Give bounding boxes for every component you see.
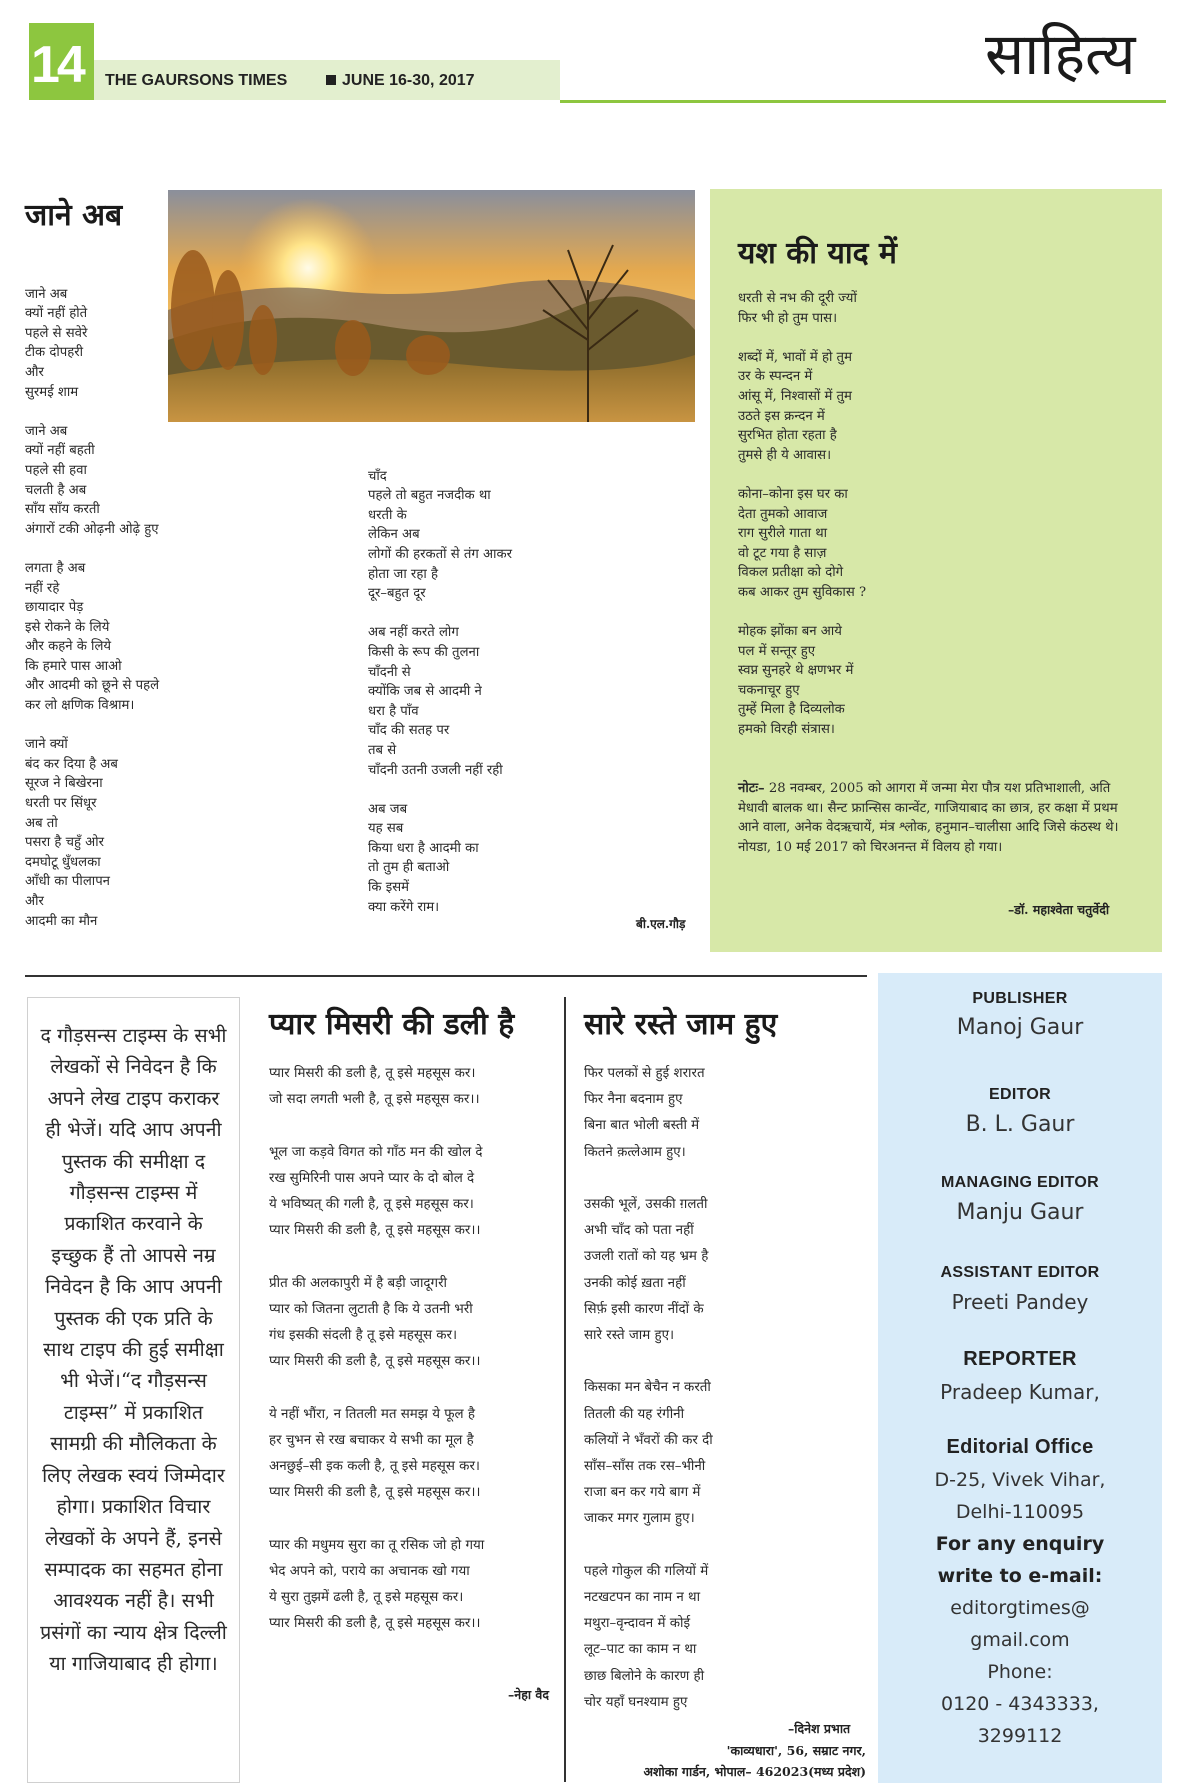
poem3-author: –नेहा वैद [508, 1687, 550, 1702]
poem1-col2-text: चाँद पहले तो बहुत नजदीक था धरती के लेकिन अब लोगों की हरकतों से तंग आकर होता जा रहा है दूर–बहुत दूर अब नहीं करते लोग किसी के रूप की तुलना चाँदनी से क्योंकि जब से आदमी ने धरा है पाँव चाँद की सतह पर तब से चाँदनी उतनी उजली नहीं रही अब जब यह सब किया धरा है आदमी का तो तुम ही बताओ कि इसमें क्या करेंगे राम। [368, 468, 513, 915]
office-line-2: Delhi-110095 [955, 1501, 1085, 1523]
poem3-text: प्यार मिसरी की डली है, तू इसे महसूस कर। जो सदा लगती भली है, तू इसे महसूस कर।। भूल जा कड़वे विगत को गाँठ मन की खोल दे रख सुमिरिनी पास अपने प्यार के दो बोल दे ये भविष्यत् की गली है, तू इसे महसूस कर। प्यार मिसरी की डली है, तू इसे महसूस कर।। प्रीत की अलकापुरी में है बड़ी जादूगरी प्यार को जितना लुटाती है कि ये उतनी भरी गंध इसकी संदली है तू इसे महसूस कर। प्यार मिसरी की डली है, तू इसे महसूस कर।। ये नहीं भौंरा, न तितली मत समझ ये फूल है हर चुभन से रख बचाकर ये सभी का मूल है अनछुई–सी इक कली है, तू इसे महसूस कर। प्यार मिसरी की डली है, तू इसे महसूस कर।। प्यार की मधुमय सुरा का तू रसिक जो हो गया भेद अपने को, पराये का अचानक खो गया ये सुरा तुझमें ढली है, तू इसे महसूस कर। प्यार मिसरी की डली है, तू इसे महसूस कर।। [269, 1066, 485, 1632]
poem1-column-1 [25, 265, 325, 931]
masthead-title: THE GAURSONS TIMES [105, 72, 288, 89]
assistant-editor-label: ASSISTANT EDITOR [940, 1264, 1100, 1281]
page-number: 14 [31, 36, 83, 94]
assistant-editor-name: Preeti Pandey [951, 1290, 1089, 1314]
enquiry-line-2: write to e-mail: [937, 1565, 1103, 1587]
managing-editor-name: Manju Gaur [956, 1200, 1084, 1225]
reporter-name: Pradeep Kumar, [940, 1380, 1100, 1404]
header-rule [560, 100, 1166, 103]
masthead-bar [94, 60, 560, 100]
poem4-text: फिर पलकों से हुई शरारत फिर नैना बदनाम हुए बिना बात भोली बस्ती में कितने क़त्लेआम हुए। उसकी भूलें, उसकी ग़लती अभी चाँद को पता नहीं उजली रातों को यह भ्रम है उनकी कोई ख़ता नहीं सिर्फ़ इसी कारण नींदों के सारे रस्ते जाम हुए। किसका मन बेचैन न करती तितली की यह रंगीनी कलियों ने भँवरों की कर दी साँस–साँस तक रस–भीनी राजा बन कर गये बाग में जाकर मगर गुलाम हुए। पहले गोकुल की गलियों में नटखटपन का नाम न था मथुरा–वृन्दावन में कोई लूट–पाट का काम न था छाछ बिलोने के कारण ही चोर यहाँ घनश्याम हुए [584, 1066, 713, 1710]
reporter-label: REPORTER [963, 1348, 1077, 1370]
publisher-label: PUBLISHER [972, 990, 1068, 1007]
email-line-1[interactable]: editorgtimes@ [950, 1597, 1090, 1619]
enquiry-line-1: For any enquiry [935, 1533, 1105, 1555]
note-label: नोटः– [738, 781, 765, 796]
poem4-address-line1: 'काव्यधारा', 56, सम्राट नगर, [726, 1743, 866, 1758]
office-line-1: D-25, Vivek Vihar, [934, 1469, 1106, 1491]
poem1-column-2 [368, 447, 668, 917]
poem1-col1-text: जाने अब क्यों नहीं होते पहले से सवेरे टीक दोपहरी और सुरमई शाम जाने अब क्यों नहीं बहती पहले सी हवा चलती है अब साँय साँय करती अंगारों टकी ओढ़नी ओढ़े हुए लगता है अब नहीं रहे छायादार पेड़ इसे रोकने के लिये और कहने के लिये कि हमारे पास आओ और आदमी को छूने से पहले कर लो क्षणिक विश्राम। जाने क्यों बंद कर दिया है अब सूरज ने बिखेरना धरती पर सिंधूर अब तो पसरा है चहुँ ओर दमघोटू धुँधलका आँधी का पीलापन और आदमी का मौन [25, 286, 160, 929]
poem-title-yash-ki-yaad-mein: यश की याद में [738, 236, 897, 271]
section-divider [25, 975, 867, 977]
poem4-author: –दिनेश प्रभात [788, 1721, 851, 1736]
section-title: साहित्य [985, 20, 1136, 88]
poem2-note [738, 779, 1138, 857]
author-notice-box [27, 997, 240, 1783]
editorial-office-address [878, 1464, 1162, 1752]
poem1-author: बी.एल.गौड़ [636, 917, 686, 931]
column-rule [564, 997, 566, 1782]
masthead-date: JUNE 16-30, 2017 [342, 72, 475, 89]
poem-title-saare-raste: सारे रस्ते जाम हुए [584, 1007, 778, 1042]
managing-editor-label: MANAGING EDITOR [941, 1174, 1099, 1191]
author-notice-text: द गौड़सन्स टाइम्स के सभी लेखकों से निवेदन है कि अपने लेख टाइप कराकर ही भेजें। यदि आप अपनी पुस्तक की समीक्षा द गौड़सन्स टाइम्स में प्रकाशित करवाने के इच्छुक हैं तो आपसे नम्र निवेदन है कि आप अपनी पुस्तक की एक प्रति के साथ टाइप की हुई समीक्षा भी भेजें।“द गौड़सन्स टाइम्स” में प्रकाशित सामग्री की मौलिकता के लिए लेखक स्वयं जिम्मेदार होगा। प्रकाशित विचार लेखकों के अपने हैं, इनसे सम्पादक का सहमत होना आवश्यक नहीं है। सभी प्रसंगों का न्याय क्षेत्र दिल्ली या गाजियाबाद ही होगा। [40, 1024, 227, 1676]
masthead-separator [326, 75, 336, 85]
page-number-box [29, 23, 94, 100]
phone-number-2: 3299112 [977, 1725, 1063, 1747]
phone-label: Phone: [987, 1661, 1053, 1683]
poem-title-jaane-ab: जाने अब [25, 198, 123, 233]
poem2-text: धरती से नभ की दूरी ज्यों फिर भी हो तुम पास। शब्दों में, भावों में हो तुम उर के स्पन्दन में आंसू में, निश्वासों में तुम उठते इस क्रन्दन में सुरभित होता रहता है तुमसे ही ये आवास। कोना–कोना इस घर का देता तुमको आवाज राग सुरीले गाता था वो टूट गया है साज़ विकल प्रतीक्षा को दोगे कब आकर तुम सुविकास ? मोहक झोंका बन आये पल में सन्तूर हुए स्वप्न सुनहरे थे क्षणभर में चकनाचूर हुए तुम्हें मिला है दिव्यलोक हमको विरही संत्रास। [738, 291, 867, 738]
editor-name: B. L. Gaur [965, 1112, 1075, 1137]
editor-label: EDITOR [989, 1086, 1051, 1103]
credits-box [878, 973, 1162, 1783]
poem4-address-line2: अशोका गार्डन, भोपाल– 462023(मध्य प्रदेश) [643, 1764, 866, 1779]
poem-title-pyaar-misri: प्यार मिसरी की डली है [269, 1007, 515, 1042]
poem2-author: –डॉ. महाश्वेता चतुर्वेदी [1008, 902, 1110, 917]
email-line-2[interactable]: gmail.com [970, 1629, 1070, 1651]
editorial-office-label: Editorial Office [946, 1436, 1094, 1458]
memorial-poem-box [710, 189, 1162, 952]
publisher-name: Manoj Gaur [956, 1015, 1084, 1040]
note-text: 28 नवम्बर, 2005 को आगरा में जन्मा मेरा पौत्र यश प्रतिभाशाली, अति मेधावी बालक था। सैन्ट फ्रान्सिस कान्वेंट, गाजियाबाद का छात्र, हर कक्षा में प्रथम आने वाला, अनेक वेदऋचायें, मंत्र श्लोक, हनुमान–चालीसा आदि जिसे कंठस्थ थे। नोयडा, 10 मई 2017 को चिरअनन्त में विलय हो गया। [738, 781, 1119, 855]
phone-number-1: 0120 - 4343333, [941, 1693, 1099, 1715]
